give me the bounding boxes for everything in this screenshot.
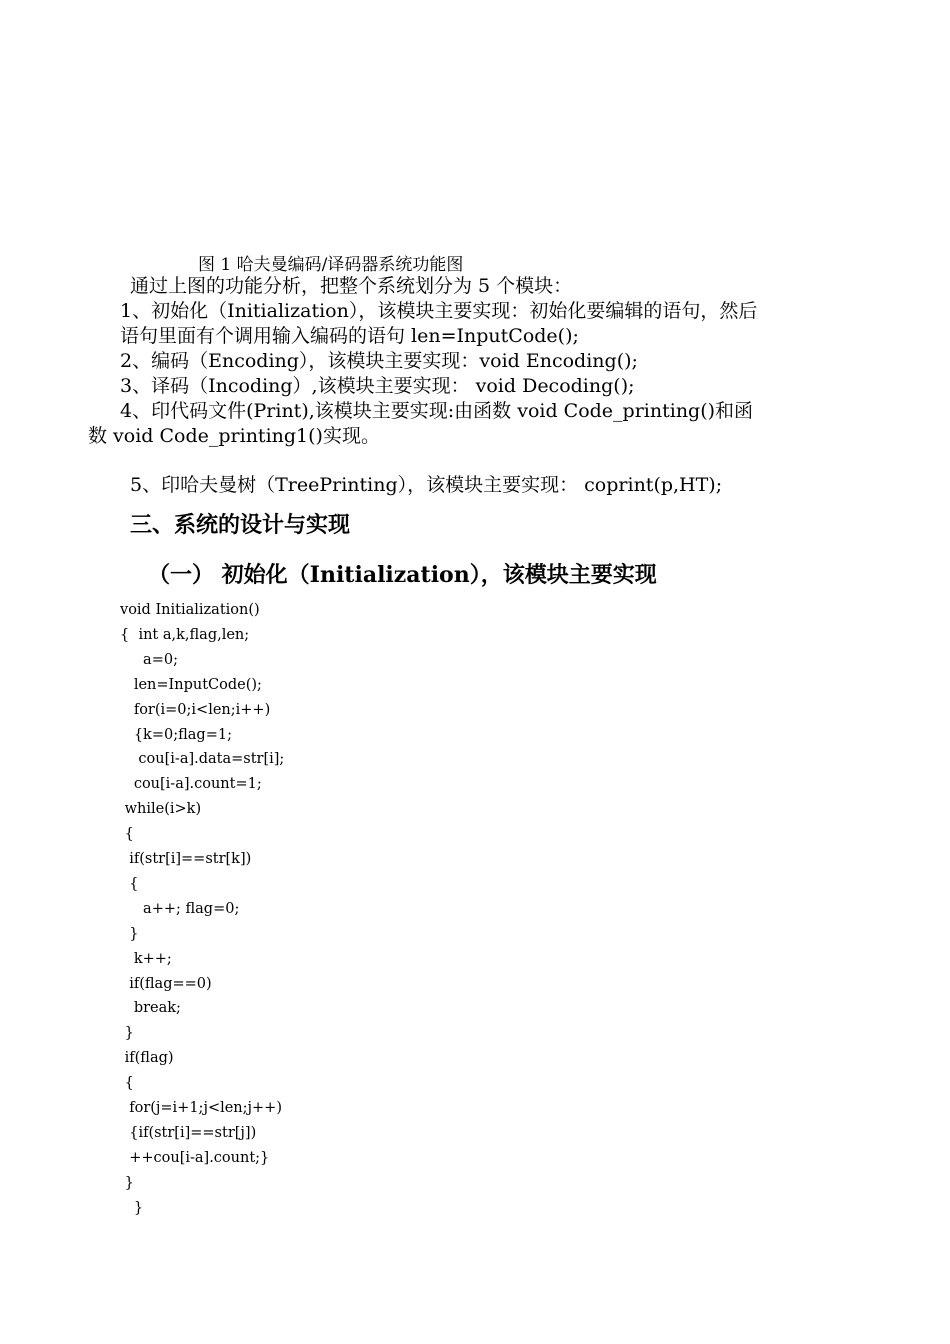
code-line: a++; flag=0; [120,900,240,917]
paragraph-module-4-cont: 数 void Code_printing1()实现。 [88,425,380,447]
code-line: } [120,1199,144,1216]
code-line: { int a,k,flag,len; [120,626,250,643]
code-line: { [120,1075,134,1092]
paragraph-module-1: 1、初始化（Initialization），该模块主要实现：初始化要编辑的语句，然后 [120,300,758,322]
code-line: if(str[i]==str[k]) [120,851,252,867]
section-heading: 三、系统的设计与实现 [130,512,351,538]
paragraph-intro: 通过上图的功能分析，把整个系统划分为 5 个模块： [130,275,573,297]
code-line: for(i=0;i<len;i++) [120,701,271,718]
paragraph-module-4: 4、印代码文件(Print),该模块主要实现:由函数 void Code_printing()和函 [120,400,754,422]
code-line: } [120,1174,134,1191]
code-line: cou[i-a].count=1; [120,776,262,793]
code-line: cou[i-a].data=str[i]; [120,751,285,768]
code-line: if(flag==0) [120,975,212,992]
paragraph-module-5: 5、印哈夫曼树（TreePrinting），该模块主要实现： coprint(p,HT); [130,474,723,496]
code-line: {if(str[i]==str[j]) [120,1124,257,1141]
code-line: for(j=i+1;j<len;j++) [120,1100,282,1116]
figure-caption: 图 1 哈夫曼编码/译码器系统功能图 [198,255,464,275]
paragraph-module-1-cont: 语句里面有个调用输入编码的语句 len=InputCode(); [120,325,579,347]
code-line: { [120,875,139,892]
paragraph-module-3: 3、译码（Incoding）,该模块主要实现： void Decoding(); [120,375,635,397]
code-line: if(flag) [120,1050,174,1067]
subsection-heading: （一） 初始化（Initialization），该模块主要实现 [148,562,657,588]
code-line: { [120,826,134,843]
code-line: break; [120,1000,181,1017]
code-line: a=0; [120,651,178,668]
paragraph-module-2: 2、编码（Encoding），该模块主要实现：void Encoding(); [120,350,638,372]
code-line: k++; [120,950,172,967]
code-line: } [120,1025,134,1042]
code-line: while(i>k) [120,801,202,818]
code-line: } [120,925,139,942]
code-line: void Initialization() [120,602,260,618]
code-line: ++cou[i-a].count;} [120,1149,270,1166]
code-line: len=InputCode(); [120,676,262,693]
code-line: {k=0;flag=1; [120,726,232,743]
